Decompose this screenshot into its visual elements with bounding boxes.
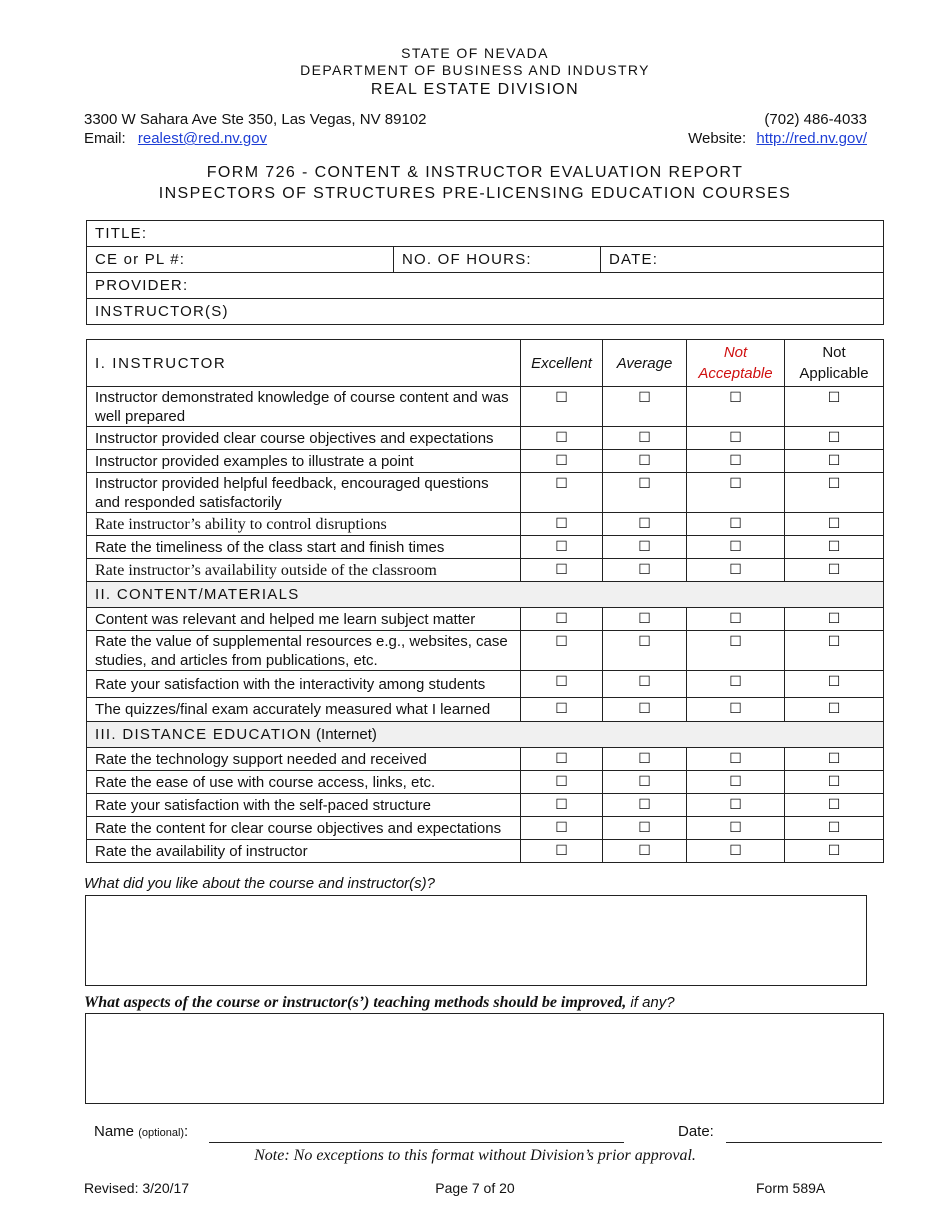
checkbox-average[interactable]: ☐ <box>603 536 687 559</box>
checkbox-average[interactable]: ☐ <box>603 450 687 473</box>
checkbox-not-applicable[interactable]: ☐ <box>785 387 884 427</box>
email-link[interactable]: realest@red.nv.gov <box>137 130 268 147</box>
liked-question: What did you like about the course and instructor(s)? <box>84 875 436 892</box>
checkbox-not-applicable[interactable]: ☐ <box>785 771 884 794</box>
provider-field[interactable] <box>87 273 884 299</box>
checkbox-average[interactable]: ☐ <box>603 817 687 840</box>
col-not-applicable-line1: Not <box>822 344 846 361</box>
question-row: Rate the availability of instructor <box>87 840 521 863</box>
title-label: TITLE: <box>95 225 148 242</box>
question-row: Rate the technology support needed and received <box>87 748 521 771</box>
checkbox-not-applicable[interactable]: ☐ <box>785 450 884 473</box>
checkbox-not-acceptable[interactable]: ☐ <box>687 840 785 863</box>
section-instructor-heading: I. INSTRUCTOR <box>87 340 521 387</box>
col-not-applicable-line2: Applicable <box>799 365 869 382</box>
checkbox-not-applicable[interactable]: ☐ <box>785 427 884 450</box>
address: 3300 W Sahara Ave Ste 350, Las Vegas, NV 89102 <box>84 111 427 128</box>
checkbox-not-applicable[interactable]: ☐ <box>785 698 884 722</box>
question-row: Instructor provided examples to illustrate a point <box>87 450 521 473</box>
section-distance-suffix: (Internet) <box>311 726 377 743</box>
col-not-applicable <box>785 340 884 387</box>
question-row: Rate instructor’s ability to control disruptions <box>87 513 521 536</box>
checkbox-average[interactable]: ☐ <box>603 698 687 722</box>
checkbox-excellent[interactable]: ☐ <box>521 513 603 536</box>
checkbox-excellent[interactable]: ☐ <box>521 698 603 722</box>
checkbox-excellent[interactable]: ☐ <box>521 794 603 817</box>
checkbox-average[interactable]: ☐ <box>603 671 687 698</box>
form-title: FORM 726 - CONTENT & INSTRUCTOR EVALUATION REPORT <box>206 164 744 181</box>
date-line[interactable] <box>726 1142 882 1143</box>
name-optional: (optional) <box>138 1127 185 1139</box>
checkbox-average[interactable]: ☐ <box>603 840 687 863</box>
email-row <box>84 130 267 147</box>
agency-division: REAL ESTATE DIVISION <box>370 81 580 98</box>
checkbox-not-applicable[interactable]: ☐ <box>785 513 884 536</box>
checkbox-not-acceptable[interactable]: ☐ <box>687 513 785 536</box>
section-distance-heading <box>87 722 884 748</box>
checkbox-not-applicable[interactable]: ☐ <box>785 794 884 817</box>
checkbox-not-acceptable[interactable]: ☐ <box>687 631 785 671</box>
section-distance-title: III. DISTANCE EDUCATION <box>95 726 312 743</box>
col-excellent: Excellent <box>521 340 603 387</box>
agency-department: DEPARTMENT OF BUSINESS AND INDUSTRY <box>300 62 650 78</box>
date-field[interactable] <box>601 247 884 273</box>
hours-label: NO. OF HOURS: <box>402 251 532 268</box>
instructors-label: INSTRUCTOR(S) <box>95 303 229 320</box>
footer-form: Form 589A <box>756 1180 826 1196</box>
checkbox-excellent[interactable]: ☐ <box>521 817 603 840</box>
hours-field[interactable] <box>394 247 601 273</box>
checkbox-not-applicable[interactable]: ☐ <box>785 536 884 559</box>
checkbox-average[interactable]: ☐ <box>603 631 687 671</box>
checkbox-not-acceptable[interactable]: ☐ <box>687 450 785 473</box>
footer-revised: Revised: 3/20/17 <box>84 1180 190 1196</box>
website-link[interactable]: http://red.nv.gov/ <box>756 130 867 147</box>
question-row: The quizzes/final exam accurately measured what I learned <box>87 698 521 722</box>
section-content-heading: II. CONTENT/MATERIALS <box>87 582 884 608</box>
checkbox-average[interactable]: ☐ <box>603 748 687 771</box>
name-line[interactable] <box>209 1142 624 1143</box>
course-info-table <box>86 220 884 325</box>
checkbox-average[interactable]: ☐ <box>603 387 687 427</box>
website-row <box>688 130 867 147</box>
checkbox-not-acceptable[interactable]: ☐ <box>687 473 785 513</box>
checkbox-average[interactable]: ☐ <box>603 608 687 631</box>
col-not-acceptable <box>687 340 785 387</box>
checkbox-not-applicable[interactable]: ☐ <box>785 748 884 771</box>
checkbox-not-acceptable[interactable]: ☐ <box>687 608 785 631</box>
website-label: Website: <box>688 130 747 147</box>
checkbox-not-acceptable[interactable]: ☐ <box>687 817 785 840</box>
question-row: Rate the value of supplemental resources e.g., websites, case studies, and articles from publications, etc. <box>87 631 521 671</box>
checkbox-average[interactable]: ☐ <box>603 513 687 536</box>
phone: (702) 486-4033 <box>764 111 867 128</box>
question-row: Content was relevant and helped me learn subject matter <box>87 608 521 631</box>
checkbox-average[interactable]: ☐ <box>603 427 687 450</box>
checkbox-excellent[interactable]: ☐ <box>521 559 603 582</box>
checkbox-excellent[interactable]: ☐ <box>521 840 603 863</box>
liked-answer-box[interactable] <box>85 895 867 986</box>
improve-question <box>84 994 675 1012</box>
agency-state: STATE OF NEVADA <box>401 45 549 61</box>
approval-note: Note: No exceptions to this format without Division’s prior approval. <box>254 1147 696 1164</box>
checkbox-excellent[interactable]: ☐ <box>521 631 603 671</box>
checkbox-average[interactable]: ☐ <box>603 771 687 794</box>
provider-label: PROVIDER: <box>95 277 189 294</box>
question-row: Instructor provided clear course objectives and expectations <box>87 427 521 450</box>
improve-question-text: What aspects of the course or instructor(s’) teaching methods should be improved, <box>84 994 627 1011</box>
question-row: Rate the timeliness of the class start and finish times <box>87 536 521 559</box>
form-subtitle: INSPECTORS OF STRUCTURES PRE-LICENSING EDUCATION COURSES <box>158 185 792 202</box>
ce-field[interactable] <box>87 247 394 273</box>
checkbox-excellent[interactable]: ☐ <box>521 536 603 559</box>
checkbox-excellent[interactable]: ☐ <box>521 427 603 450</box>
date-label-signature: Date: <box>678 1123 714 1140</box>
name-label-group <box>94 1123 188 1140</box>
checkbox-excellent[interactable]: ☐ <box>521 608 603 631</box>
checkbox-excellent[interactable]: ☐ <box>521 671 603 698</box>
question-row: Instructor provided helpful feedback, encouraged questions and responded satisfactorily <box>87 473 521 513</box>
question-row: Instructor demonstrated knowledge of course content and was well prepared <box>87 387 521 427</box>
question-row: Rate the content for clear course objectives and expectations <box>87 817 521 840</box>
question-row: Rate your satisfaction with the self-paced structure <box>87 794 521 817</box>
email-label: Email: <box>84 130 126 147</box>
checkbox-excellent[interactable]: ☐ <box>521 771 603 794</box>
checkbox-not-acceptable[interactable]: ☐ <box>687 748 785 771</box>
name-label: Name <box>94 1123 135 1140</box>
col-average: Average <box>603 340 687 387</box>
checkbox-average[interactable]: ☐ <box>603 559 687 582</box>
checkbox-not-acceptable[interactable]: ☐ <box>687 698 785 722</box>
improve-answer-box[interactable] <box>85 1013 884 1104</box>
checkbox-average[interactable]: ☐ <box>603 794 687 817</box>
checkbox-not-acceptable[interactable]: ☐ <box>687 387 785 427</box>
checkbox-excellent[interactable]: ☐ <box>521 748 603 771</box>
checkbox-not-applicable[interactable]: ☐ <box>785 840 884 863</box>
question-row: Rate your satisfaction with the interactivity among students <box>87 671 521 698</box>
checkbox-not-applicable[interactable]: ☐ <box>785 817 884 840</box>
question-row: Rate instructor’s availability outside of the classroom <box>87 559 521 582</box>
checkbox-not-acceptable[interactable]: ☐ <box>687 671 785 698</box>
checkbox-not-applicable[interactable]: ☐ <box>785 473 884 513</box>
col-not-acceptable-line2: Acceptable <box>698 365 773 382</box>
checkbox-average[interactable]: ☐ <box>603 473 687 513</box>
ce-label: CE or PL #: <box>95 251 186 268</box>
title-field[interactable] <box>87 221 884 247</box>
date-label: DATE: <box>609 251 659 268</box>
checkbox-not-applicable[interactable]: ☐ <box>785 608 884 631</box>
checkbox-excellent[interactable]: ☐ <box>521 387 603 427</box>
footer-page: Page 7 of 20 <box>435 1180 515 1196</box>
checkbox-not-acceptable[interactable]: ☐ <box>687 536 785 559</box>
name-colon: : <box>184 1123 189 1140</box>
checkbox-excellent[interactable]: ☐ <box>521 450 603 473</box>
checkbox-not-applicable[interactable]: ☐ <box>785 671 884 698</box>
checkbox-excellent[interactable]: ☐ <box>521 473 603 513</box>
improve-question-suffix: if any? <box>626 994 675 1011</box>
checkbox-not-acceptable[interactable]: ☐ <box>687 771 785 794</box>
checkbox-not-acceptable[interactable]: ☐ <box>687 559 785 582</box>
checkbox-not-applicable[interactable]: ☐ <box>785 559 884 582</box>
checkbox-not-acceptable[interactable]: ☐ <box>687 794 785 817</box>
col-not-acceptable-line1: Not <box>723 344 748 361</box>
question-row: Rate the ease of use with course access, links, etc. <box>87 771 521 794</box>
checkbox-not-acceptable[interactable]: ☐ <box>687 427 785 450</box>
checkbox-not-applicable[interactable]: ☐ <box>785 631 884 671</box>
evaluation-table <box>86 339 884 863</box>
instructors-field[interactable] <box>87 299 884 325</box>
